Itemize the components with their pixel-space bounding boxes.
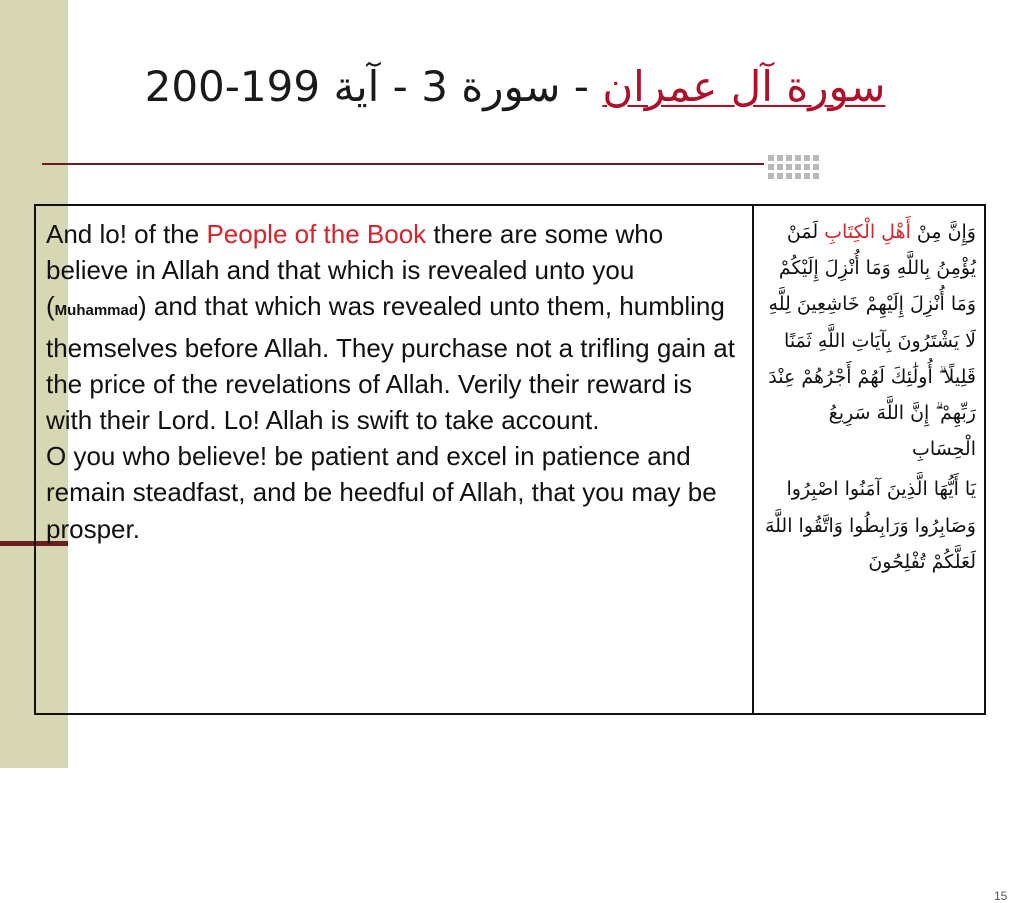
muhammad-label: Muhammad xyxy=(54,302,139,320)
ahl-al-kitab-highlight: أَهْلِ الْكِتَابِ xyxy=(824,221,911,243)
slide-title xyxy=(100,62,930,132)
arabic-paragraph-1: وَإِنَّ مِنْ أَهْلِ الْكِتَابِ لَمَنْ يُؤْمِنُ بِاللَّهِ وَمَا أُنْزِلَ إِلَيْكُمْ وَمَا أُنْزِلَ إِلَيْهِمْ خَاشِعِينَ لِلَّهِ لَا يَشْتَرُونَ بِآيَاتِ اللَّهِ ثَمَنًا قَلِيلًا ۗ أُولَٰئِكَ لَهُمْ أَجْرُهُمْ عِنْدَ رَبِّهِمْ ۗ إِنَّ اللَّهَ سَرِيعُ الْحِسَابِ xyxy=(768,221,976,461)
english-translation xyxy=(46,216,742,547)
english-paragraph-1: And lo! of the People of the Book there are some who believe in Allah and that which is revealed unto you (Muhammad) and that which was revealed unto them, humbling themselves before Allah. They purchase not a trifling gain at the price of the revelations of Allah. Verily their reward is with their Lord. Lo! Allah is swift to take account. xyxy=(46,219,735,436)
title-rest: - سورة 3 - آية 199-200 xyxy=(144,62,603,111)
arabic-text xyxy=(762,214,976,580)
arabic-paragraph-2: يَا أَيُّهَا الَّذِينَ آمَنُوا اصْبِرُوا وَصَابِرُوا وَرَابِطُوا وَاتَّقُوا اللَّهَ لَعَلَّكُمْ تُفْلِحُونَ xyxy=(764,478,976,573)
surah-link[interactable]: سورة آل عمران xyxy=(602,62,886,111)
column-divider xyxy=(752,206,754,713)
english-paragraph-2: O you who believe! be patient and excel in patience and remain steadfast, and be heedful of Allah, that you may be prosper. xyxy=(46,441,717,544)
people-of-the-book-highlight: People of the Book xyxy=(206,219,427,249)
title-rule xyxy=(42,163,764,165)
slide-number: 15 xyxy=(994,889,1008,903)
decorative-squares xyxy=(768,155,819,179)
verse-table xyxy=(34,204,1008,903)
